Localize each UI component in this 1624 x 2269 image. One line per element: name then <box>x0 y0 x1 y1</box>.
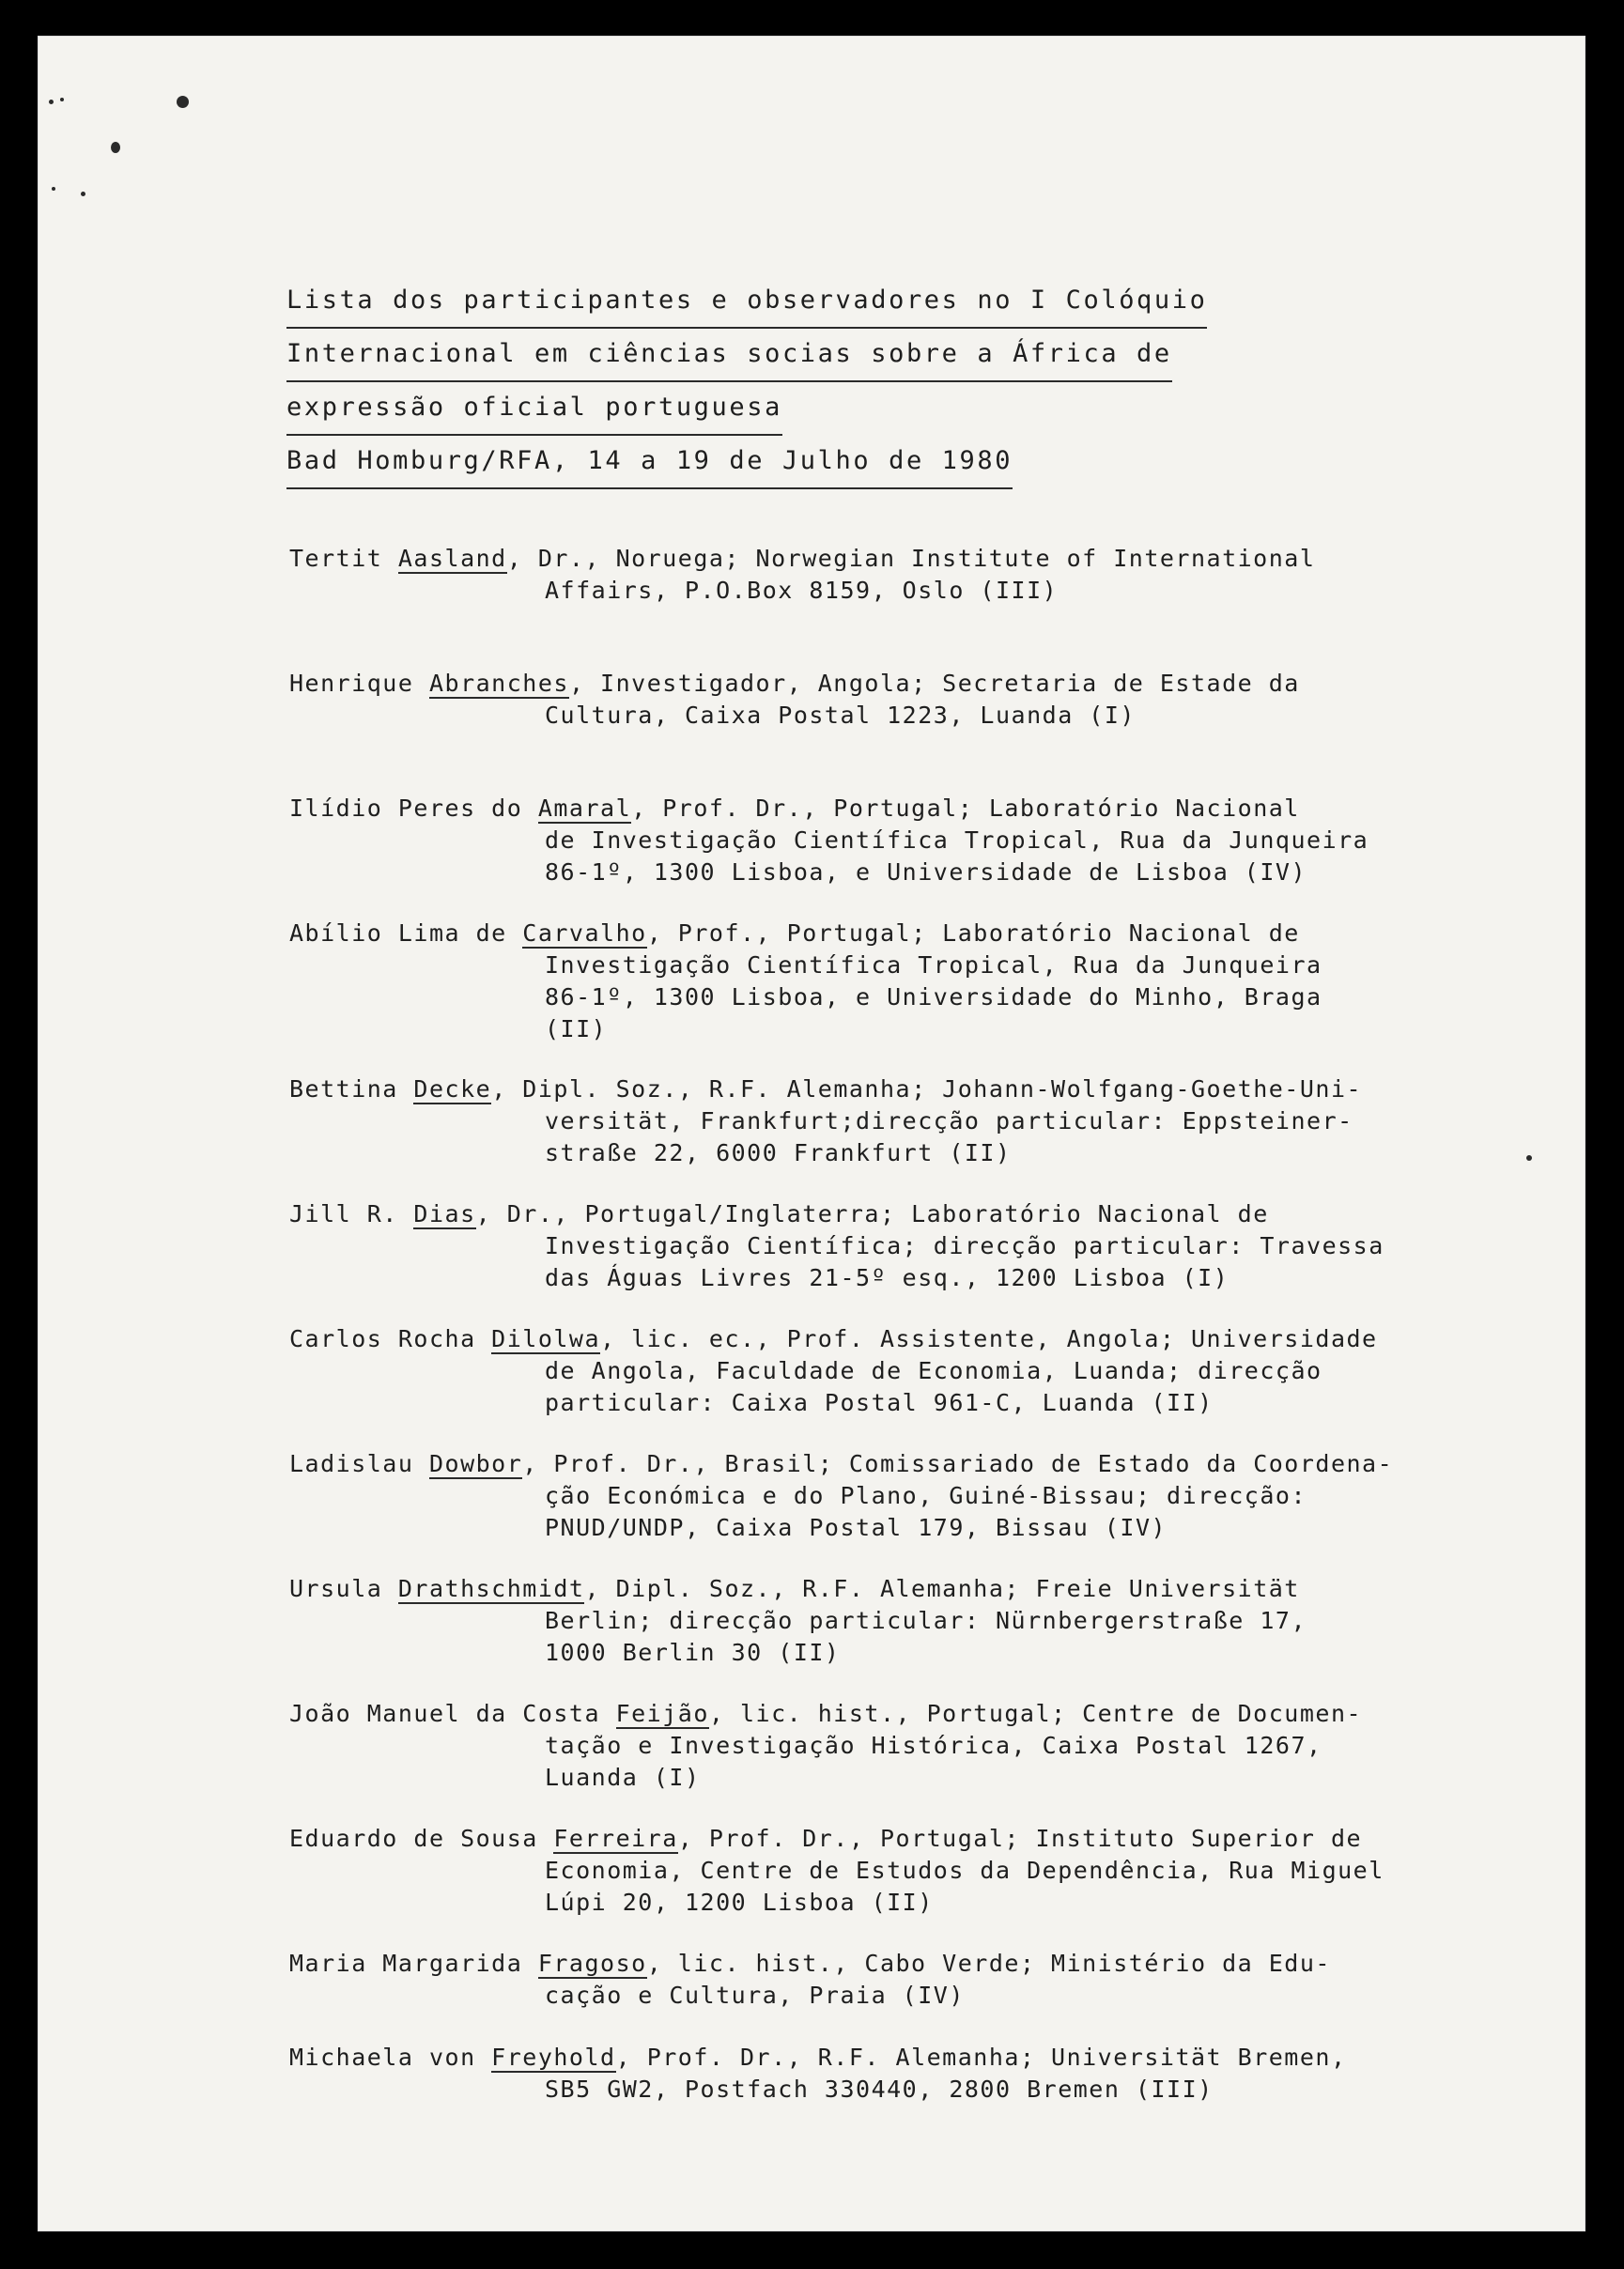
document-title <box>286 275 1320 489</box>
participant-entry <box>289 793 1473 918</box>
title-line-4: Bad Homburg/RFA, 14 a 19 de Julho de 1980 <box>286 436 1013 489</box>
title-line-3: expressão oficial portuguesa <box>286 382 782 436</box>
participant-details: , Dr., Portugal/Inglaterra; Laboratório Nacional de <box>475 1200 1269 1227</box>
participant-surname: Dowbor <box>428 1450 523 1477</box>
participant-surname: Amaral <box>537 795 632 822</box>
participant-address-line: Investigação Científica; direcção particular: Travessa <box>545 1232 1384 1259</box>
participant-surname: Feijão <box>615 1700 709 1727</box>
participant-details: , lic. ec., Prof. Assistente, Angola; Universidade <box>600 1325 1378 1352</box>
participant-address-line: de Investigação Científica Tropical, Rua da Junqueira <box>545 826 1369 854</box>
participant-surname: Freyhold <box>491 2044 616 2071</box>
participant-address-line: 86-1º, 1300 Lisboa, e Universidade de Lisboa (IV) <box>545 858 1307 886</box>
participant-given-name: Bettina <box>289 1075 414 1103</box>
participant-address-line: 86-1º, 1300 Lisboa, e Universidade do Minho, Braga <box>545 983 1322 1011</box>
participant-address-line: Lúpi 20, 1200 Lisboa (II) <box>545 1889 934 1916</box>
participant-surname: Ferreira <box>553 1825 678 1852</box>
participant-address-line: PNUD/UNDP, Caixa Postal 179, Bissau (IV) <box>545 1514 1168 1541</box>
participant-entry <box>289 668 1473 793</box>
punch-mark <box>111 142 120 153</box>
participant-entry <box>289 2042 1473 2167</box>
participant-details: , Dr., Noruega; Norwegian Institute of International <box>506 545 1316 572</box>
speck-mark <box>52 187 55 191</box>
speck-mark <box>49 100 54 104</box>
participant-given-name: Ladislau <box>289 1450 429 1477</box>
title-line-1: Lista dos participantes e observadores no I Colóquio <box>286 275 1207 329</box>
participant-entry <box>289 1573 1473 1698</box>
participant-address-line: Affairs, P.O.Box 8159, Oslo (III) <box>545 577 1059 604</box>
participant-given-name: Carlos Rocha <box>289 1325 492 1352</box>
title-line-2: Internacional em ciências socias sobre a África de <box>286 329 1172 382</box>
participant-entry <box>289 1448 1473 1573</box>
participant-given-name: Tertit <box>289 545 398 572</box>
participant-address-line: particular: Caixa Postal 961-C, Luanda (II) <box>545 1389 1214 1416</box>
participant-address-line: cação e Cultura, Praia (IV) <box>545 1982 965 2009</box>
participant-details: , Prof. Dr., Brasil; Comissariado de Estado da Coordena- <box>522 1450 1394 1477</box>
document-page <box>38 36 1585 2231</box>
speck-mark <box>81 192 85 196</box>
speck-mark <box>1526 1155 1532 1161</box>
participant-given-name: João Manuel da Costa <box>289 1700 616 1727</box>
participant-details: , Prof. Dr., Portugal; Instituto Superior de <box>677 1825 1363 1852</box>
participant-surname: Dilolwa <box>491 1325 601 1352</box>
participant-address-line: Cultura, Caixa Postal 1223, Luanda (I) <box>545 702 1136 729</box>
participant-given-name: Eduardo de Sousa <box>289 1825 554 1852</box>
participant-details: , Investigador, Angola; Secretaria de Estade da <box>568 670 1300 697</box>
participant-address-line: 1000 Berlin 30 (II) <box>545 1639 841 1666</box>
participant-entry <box>289 1948 1473 2042</box>
participant-surname: Dias <box>413 1200 476 1227</box>
participant-details: , lic. hist., Cabo Verde; Ministério da Edu- <box>646 1950 1331 1977</box>
participant-details: , Prof., Portugal; Laboratório Nacional de <box>646 919 1300 947</box>
participant-entry <box>289 1698 1473 1823</box>
participant-entry <box>289 918 1473 1073</box>
participant-given-name: Ilídio Peres do <box>289 795 538 822</box>
participant-address-line: versität, Frankfurt;direcção particular: Eppsteiner- <box>545 1107 1353 1134</box>
participant-entry <box>289 1073 1473 1198</box>
participant-entry <box>289 1823 1473 1948</box>
participant-surname: Aasland <box>397 545 507 572</box>
participant-entry <box>289 543 1473 668</box>
participant-surname: Fragoso <box>537 1950 647 1977</box>
participant-address-line: Investigação Científica Tropical, Rua da Junqueira <box>545 951 1322 979</box>
participant-details: , Prof. Dr., R.F. Alemanha; Universität Bremen, <box>615 2044 1347 2071</box>
participant-address-line: Economia, Centre de Estudos da Dependência, Rua Miguel <box>545 1857 1384 1884</box>
participant-address-line: straße 22, 6000 Frankfurt (II) <box>545 1139 1012 1166</box>
participant-given-name: Jill R. <box>289 1200 414 1227</box>
participant-details: , Prof. Dr., Portugal; Laboratório Nacional <box>631 795 1300 822</box>
participant-given-name: Henrique <box>289 670 429 697</box>
participant-address-line: ção Económica e do Plano, Guiné-Bissau; direcção: <box>545 1482 1307 1509</box>
participant-entry <box>289 1323 1473 1448</box>
participant-details: , Dipl. Soz., R.F. Alemanha; Freie Universität <box>584 1575 1300 1602</box>
participant-given-name: Ursula <box>289 1575 398 1602</box>
participant-surname: Carvalho <box>522 919 647 947</box>
participant-address-line: Berlin; direcção particular: Nürnbergerstraße 17, <box>545 1607 1307 1634</box>
participant-address-line: (II) <box>545 1015 608 1042</box>
punch-mark <box>177 96 189 108</box>
participant-given-name: Abílio Lima de <box>289 919 523 947</box>
speck-mark <box>60 98 64 101</box>
participant-surname: Decke <box>413 1075 492 1103</box>
participant-address-line: Luanda (I) <box>545 1764 701 1791</box>
participant-address-line: das Águas Livres 21-5º esq., 1200 Lisboa (I) <box>545 1264 1230 1291</box>
participant-surname: Abranches <box>428 670 569 697</box>
participant-address-line: tação e Investigação Histórica, Caixa Postal 1267, <box>545 1732 1322 1759</box>
participant-given-name: Maria Margarida <box>289 1950 538 1977</box>
participant-entry <box>289 1198 1473 1323</box>
participant-surname: Drathschmidt <box>397 1575 585 1602</box>
participant-details: , lic. hist., Portugal; Centre de Documen- <box>708 1700 1363 1727</box>
participant-list <box>289 543 1473 2167</box>
participant-address-line: SB5 GW2, Postfach 330440, 2800 Bremen (III) <box>545 2076 1214 2103</box>
participant-given-name: Michaela von <box>289 2044 492 2071</box>
participant-address-line: de Angola, Faculdade de Economia, Luanda; direcção <box>545 1357 1322 1384</box>
participant-details: , Dipl. Soz., R.F. Alemanha; Johann-Wolfgang-Goethe-Uni- <box>491 1075 1363 1103</box>
